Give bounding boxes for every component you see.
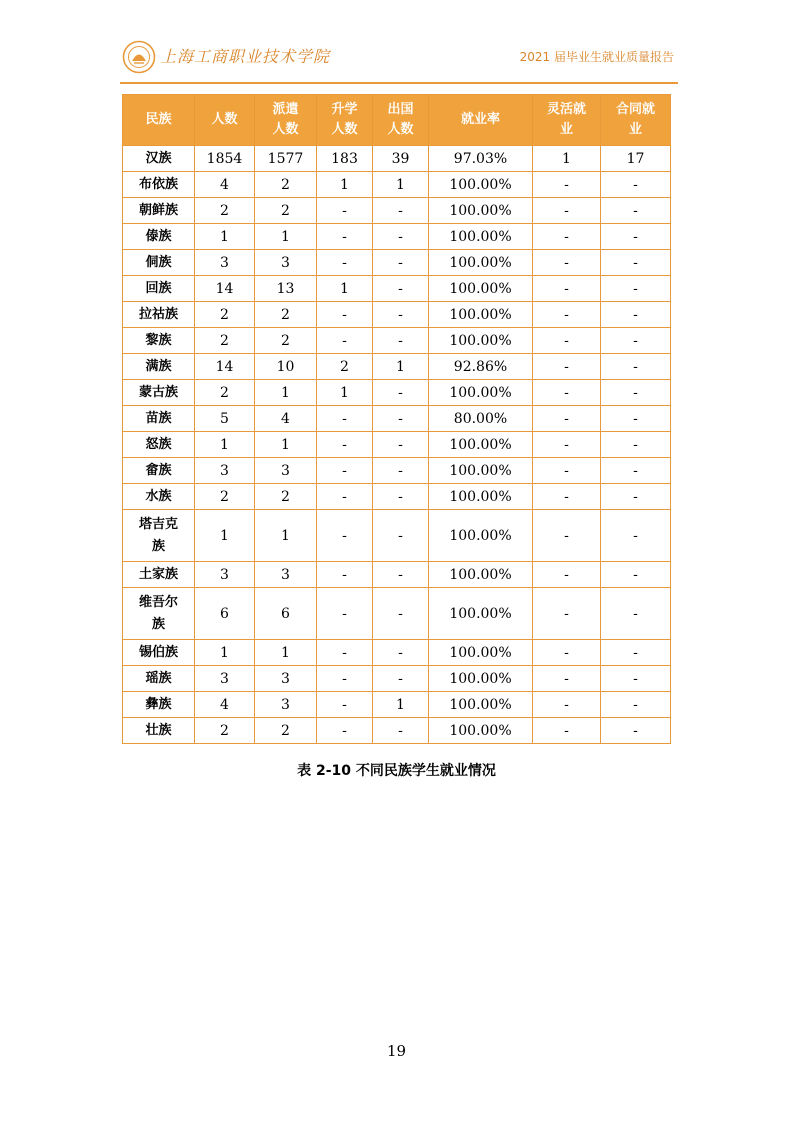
table-row [123, 640, 671, 666]
table-cell: - [373, 458, 429, 484]
column-header: 升学人数 [317, 95, 373, 146]
table-cell: - [533, 250, 601, 276]
table-cell: 100.00% [429, 380, 533, 406]
ethnicity-cell: 土家族 [123, 562, 195, 588]
table-cell: - [373, 406, 429, 432]
table-cell: - [601, 562, 671, 588]
table-cell: 1 [317, 172, 373, 198]
table-cell: 39 [373, 146, 429, 172]
table-row [123, 406, 671, 432]
ethnicity-cell: 壮族 [123, 718, 195, 744]
ethnicity-cell: 瑶族 [123, 666, 195, 692]
table-row [123, 718, 671, 744]
table-cell: - [373, 198, 429, 224]
table-cell: - [533, 640, 601, 666]
table-cell: 1 [317, 276, 373, 302]
table-row [123, 588, 671, 640]
table-cell: 2 [195, 302, 255, 328]
table-cell: 100.00% [429, 432, 533, 458]
table-cell: - [317, 432, 373, 458]
ethnicity-cell: 畲族 [123, 458, 195, 484]
ethnicity-cell: 布依族 [123, 172, 195, 198]
table-cell: 97.03% [429, 146, 533, 172]
table-cell: - [533, 432, 601, 458]
table-cell: - [601, 718, 671, 744]
table-cell: - [533, 198, 601, 224]
table-cell: - [373, 276, 429, 302]
table-cell: - [317, 510, 373, 562]
table-cell: - [317, 302, 373, 328]
table-cell: - [601, 510, 671, 562]
table-cell: - [533, 588, 601, 640]
table-cell: 1 [533, 146, 601, 172]
table-cell: - [373, 484, 429, 510]
table-cell: - [601, 172, 671, 198]
table-cell: 2 [255, 484, 317, 510]
table-cell: 1 [255, 510, 317, 562]
school-logo-icon [122, 40, 156, 74]
table-cell: 17 [601, 146, 671, 172]
table-cell: - [533, 224, 601, 250]
table-cell: 3 [255, 666, 317, 692]
ethnicity-cell: 汉族 [123, 146, 195, 172]
table-cell: 1 [195, 224, 255, 250]
table-cell: 1 [373, 172, 429, 198]
table-cell: 2 [255, 172, 317, 198]
table-cell: 100.00% [429, 718, 533, 744]
table-cell: - [373, 666, 429, 692]
table-cell: - [601, 640, 671, 666]
table-cell: 2 [255, 198, 317, 224]
ethnicity-cell: 维吾尔族 [123, 588, 195, 640]
table-cell: - [601, 276, 671, 302]
table-row [123, 328, 671, 354]
table-cell: - [317, 458, 373, 484]
table-cell: - [373, 562, 429, 588]
table-cell: 13 [255, 276, 317, 302]
table-row [123, 146, 671, 172]
ethnicity-cell: 朝鲜族 [123, 198, 195, 224]
table-cell: - [601, 302, 671, 328]
table-cell: 4 [195, 692, 255, 718]
table-cell: - [317, 328, 373, 354]
table-cell: 1 [255, 432, 317, 458]
table-cell: 2 [195, 380, 255, 406]
table-cell: 2 [195, 328, 255, 354]
table-cell: - [601, 380, 671, 406]
table-row [123, 224, 671, 250]
table-cell: - [533, 406, 601, 432]
table-body [123, 146, 671, 744]
table-cell: - [601, 666, 671, 692]
table-cell: 3 [195, 250, 255, 276]
table-row [123, 354, 671, 380]
table-cell: 5 [195, 406, 255, 432]
table-cell: - [317, 588, 373, 640]
ethnicity-cell: 侗族 [123, 250, 195, 276]
table-cell: - [601, 406, 671, 432]
table-cell: 4 [255, 406, 317, 432]
table-cell: - [373, 588, 429, 640]
table-cell: - [373, 510, 429, 562]
table-cell: - [373, 432, 429, 458]
table-cell: - [601, 484, 671, 510]
table-cell: 1 [195, 432, 255, 458]
table-cell: 100.00% [429, 198, 533, 224]
school-name: 上海工商职业技术学院 [160, 47, 331, 66]
table-cell: - [373, 224, 429, 250]
table-cell: - [373, 328, 429, 354]
table-cell: - [317, 250, 373, 276]
column-header: 出国人数 [373, 95, 429, 146]
column-header: 合同就业 [601, 95, 671, 146]
table-caption: 表 2-10 不同民族学生就业情况 [297, 763, 496, 779]
table-row [123, 510, 671, 562]
table-cell: 4 [195, 172, 255, 198]
table-cell: 10 [255, 354, 317, 380]
table-cell: 100.00% [429, 328, 533, 354]
column-header: 派遣人数 [255, 95, 317, 146]
table-cell: 2 [195, 484, 255, 510]
ethnicity-cell: 彝族 [123, 692, 195, 718]
table-row [123, 692, 671, 718]
table-cell: 100.00% [429, 458, 533, 484]
ethnicity-cell: 蒙古族 [123, 380, 195, 406]
ethnicity-cell: 傣族 [123, 224, 195, 250]
table-cell: 100.00% [429, 562, 533, 588]
table-cell: - [317, 406, 373, 432]
ethnicity-cell: 怒族 [123, 432, 195, 458]
report-title: 2021 届毕业生就业质量报告 [519, 50, 674, 64]
table-cell: - [601, 458, 671, 484]
table-cell: 100.00% [429, 666, 533, 692]
table-cell: 3 [255, 250, 317, 276]
table-cell: 183 [317, 146, 373, 172]
table-cell: 2 [195, 718, 255, 744]
table-row [123, 380, 671, 406]
table-cell: - [533, 302, 601, 328]
table-cell: 3 [195, 562, 255, 588]
table-cell: - [533, 484, 601, 510]
ethnicity-cell: 拉祜族 [123, 302, 195, 328]
table-row [123, 562, 671, 588]
table-cell: - [317, 198, 373, 224]
column-header: 灵活就业 [533, 95, 601, 146]
table-cell: - [601, 432, 671, 458]
table-cell: 1 [255, 380, 317, 406]
table-cell: 1 [255, 224, 317, 250]
table-cell: - [533, 692, 601, 718]
table-cell: - [317, 484, 373, 510]
table-cell: 100.00% [429, 172, 533, 198]
table-cell: 92.86% [429, 354, 533, 380]
column-header: 民族 [123, 95, 195, 146]
table-cell: - [601, 328, 671, 354]
table-cell: - [533, 562, 601, 588]
table-cell: - [317, 666, 373, 692]
table-cell: - [317, 224, 373, 250]
table-cell: - [373, 380, 429, 406]
table-cell: - [533, 666, 601, 692]
table-cell: 100.00% [429, 302, 533, 328]
table-cell: - [601, 692, 671, 718]
ethnicity-cell: 苗族 [123, 406, 195, 432]
table-cell: 3 [195, 666, 255, 692]
page-number: 19 [386, 1042, 407, 1060]
table-cell: 3 [195, 458, 255, 484]
ethnicity-cell: 水族 [123, 484, 195, 510]
table-cell: 1577 [255, 146, 317, 172]
table-cell: 100.00% [429, 276, 533, 302]
table-row [123, 302, 671, 328]
table-cell: 1 [195, 640, 255, 666]
table-cell: 1 [255, 640, 317, 666]
table-cell: - [601, 250, 671, 276]
table-cell: 100.00% [429, 224, 533, 250]
table-row [123, 250, 671, 276]
table-cell: 1 [373, 354, 429, 380]
table-row [123, 432, 671, 458]
table-row [123, 484, 671, 510]
table-cell: 14 [195, 354, 255, 380]
table-cell: 6 [195, 588, 255, 640]
table-cell: 2 [255, 302, 317, 328]
table-row [123, 458, 671, 484]
table-cell: 3 [255, 562, 317, 588]
table-cell: 6 [255, 588, 317, 640]
table-row [123, 172, 671, 198]
table-cell: - [373, 640, 429, 666]
table-cell: 100.00% [429, 484, 533, 510]
table-cell: - [373, 302, 429, 328]
table-cell: 3 [255, 692, 317, 718]
table-cell: 100.00% [429, 640, 533, 666]
ethnicity-cell: 满族 [123, 354, 195, 380]
table-cell: 2 [255, 328, 317, 354]
table-cell: 100.00% [429, 510, 533, 562]
column-header: 就业率 [429, 95, 533, 146]
table-cell: - [601, 588, 671, 640]
table-cell: 100.00% [429, 588, 533, 640]
table-cell: 2 [195, 198, 255, 224]
table-row [123, 666, 671, 692]
ethnic-employment-table [122, 94, 671, 744]
table-cell: - [317, 718, 373, 744]
table-cell: 1854 [195, 146, 255, 172]
ethnicity-cell: 锡伯族 [123, 640, 195, 666]
table-cell: 1 [317, 380, 373, 406]
table-cell: 14 [195, 276, 255, 302]
table-cell: - [533, 276, 601, 302]
table-cell: 3 [255, 458, 317, 484]
table-cell: 2 [317, 354, 373, 380]
table-cell: - [373, 250, 429, 276]
table-cell: 100.00% [429, 250, 533, 276]
table-cell: - [601, 354, 671, 380]
table-cell: 80.00% [429, 406, 533, 432]
ethnicity-cell: 塔吉克族 [123, 510, 195, 562]
table-cell: - [317, 692, 373, 718]
table-header-row [123, 95, 671, 146]
table-cell: - [533, 354, 601, 380]
table-cell: 100.00% [429, 692, 533, 718]
table-cell: - [317, 640, 373, 666]
table-row [123, 276, 671, 302]
table-cell: - [533, 718, 601, 744]
table-cell: - [533, 510, 601, 562]
table-cell: - [533, 380, 601, 406]
table-cell: - [601, 198, 671, 224]
column-header: 人数 [195, 95, 255, 146]
table-cell: 1 [373, 692, 429, 718]
table-cell: - [533, 172, 601, 198]
table-cell: - [533, 328, 601, 354]
page-header [120, 34, 678, 84]
table-cell: - [533, 458, 601, 484]
table-cell: - [373, 718, 429, 744]
table-cell: - [601, 224, 671, 250]
ethnicity-cell: 回族 [123, 276, 195, 302]
table-cell: 2 [255, 718, 317, 744]
table-row [123, 198, 671, 224]
ethnicity-cell: 黎族 [123, 328, 195, 354]
table-cell: 1 [195, 510, 255, 562]
table-cell: - [317, 562, 373, 588]
